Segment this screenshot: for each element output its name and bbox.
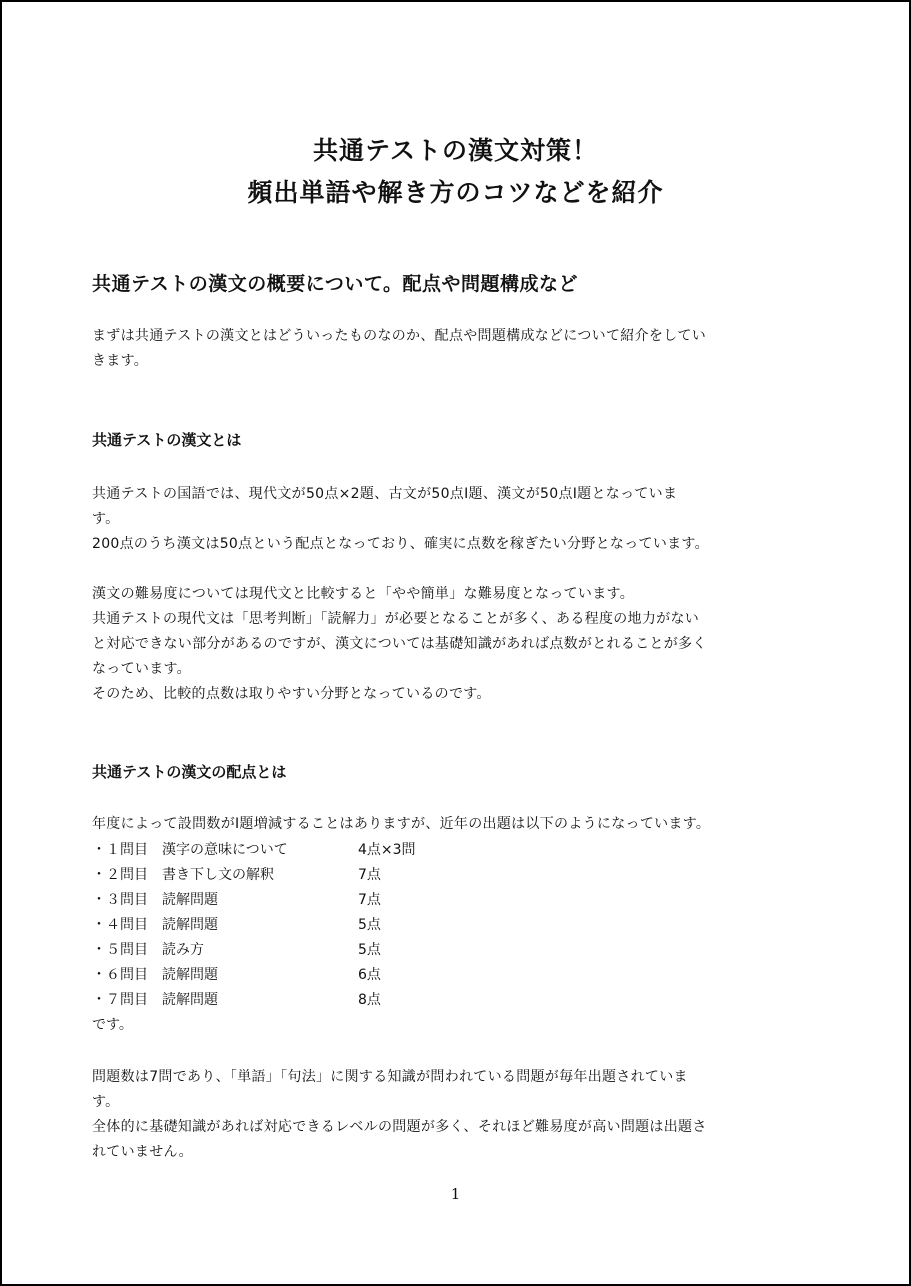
list-item [92,838,416,863]
list-item [92,863,416,888]
page-number: 1 [450,1185,461,1203]
scoring-paragraph [92,1065,822,1165]
paragraph-line: 200点のうち漢文は50点という配点となっており、確実に点数を稼ぎたい分野となっています。 [92,536,709,552]
list-item [92,938,416,963]
paragraph-line: そのため、比較的点数は取りやすい分野となっているのです。 [92,686,491,702]
paragraph-line: 共通テストの現代文は「思考判断」「読解力」が必要となることが多く、ある程度の地力がない [92,611,700,627]
paragraph-line: す。 [92,1094,120,1110]
scoring-lead [92,812,822,837]
paragraph-line: 問題数は7問であり、「単語」「句法」に関する知識が問われている問題が毎年出題されていま [92,1069,688,1085]
list-item [92,913,416,938]
paragraph-line: と対応できない部分があるのですが、漢文については基礎知識があれば点数がとれることが多く [92,636,707,652]
question-label: ・４問目 読解問題 [92,917,218,933]
question-points: 5点 [358,917,381,933]
title-line-1: 共通テストの漢文対策！ [312,136,598,165]
list-item [92,888,416,913]
intro-line: まずは共通テストの漢文とはどういったものなのか、配点や問題構成などについて紹介をしてい [92,328,707,344]
question-label: ・６問目 読解問題 [92,967,218,983]
intro-line: きます。 [92,353,149,369]
overview-paragraph-1 [92,482,822,557]
question-points: 6点 [358,967,381,983]
list-tail-text: です。 [92,1017,133,1033]
list-tail [92,1013,416,1038]
page-title [2,130,909,214]
question-list [92,838,416,1038]
paragraph-line: れていません。 [92,1144,193,1160]
subheading-overview: 共通テストの漢文とは [92,431,242,449]
question-points: 7点 [358,892,381,908]
question-label: ・７問目 読解問題 [92,992,218,1008]
section-heading: 共通テストの漢文の概要について。配点や問題構成など [92,273,578,295]
subheading-scoring: 共通テストの漢文の配点とは [92,763,287,781]
overview-paragraph-2 [92,582,822,707]
paragraph-line: 漢文の難易度については現代文と比較すると「やや簡単」な難易度となっています。 [92,586,634,602]
question-label: ・２問目 書き下し文の解釈 [92,867,274,883]
intro-paragraph [92,324,822,374]
question-points: 5点 [358,942,381,958]
question-label: ・１問目 漢字の意味について [92,842,288,858]
paragraph-line: 年度によって設問数がⅠ題増減することはありますが、近年の出題は以下のようになっています。 [92,816,711,832]
paragraph-line: 共通テストの国語では、現代文が50点×2題、古文が50点Ⅰ題、漢文が50点Ⅰ題となっていま [92,486,678,502]
question-label: ・３問目 読解問題 [92,892,218,908]
list-item [92,988,416,1013]
question-points: 8点 [358,992,381,1008]
question-points: 4点×3問 [358,842,416,858]
title-line-2: 頻出単語や解き方のコツなどを紹介 [247,178,664,207]
question-label: ・５問目 読み方 [92,942,204,958]
list-item [92,963,416,988]
paragraph-line: 全体的に基礎知識があれば対応できるレベルの問題が多く、それほど難易度が高い問題は出題さ [92,1119,707,1135]
paragraph-line: す。 [92,511,120,527]
paragraph-line: なっています。 [92,661,191,677]
question-points: 7点 [358,867,381,883]
